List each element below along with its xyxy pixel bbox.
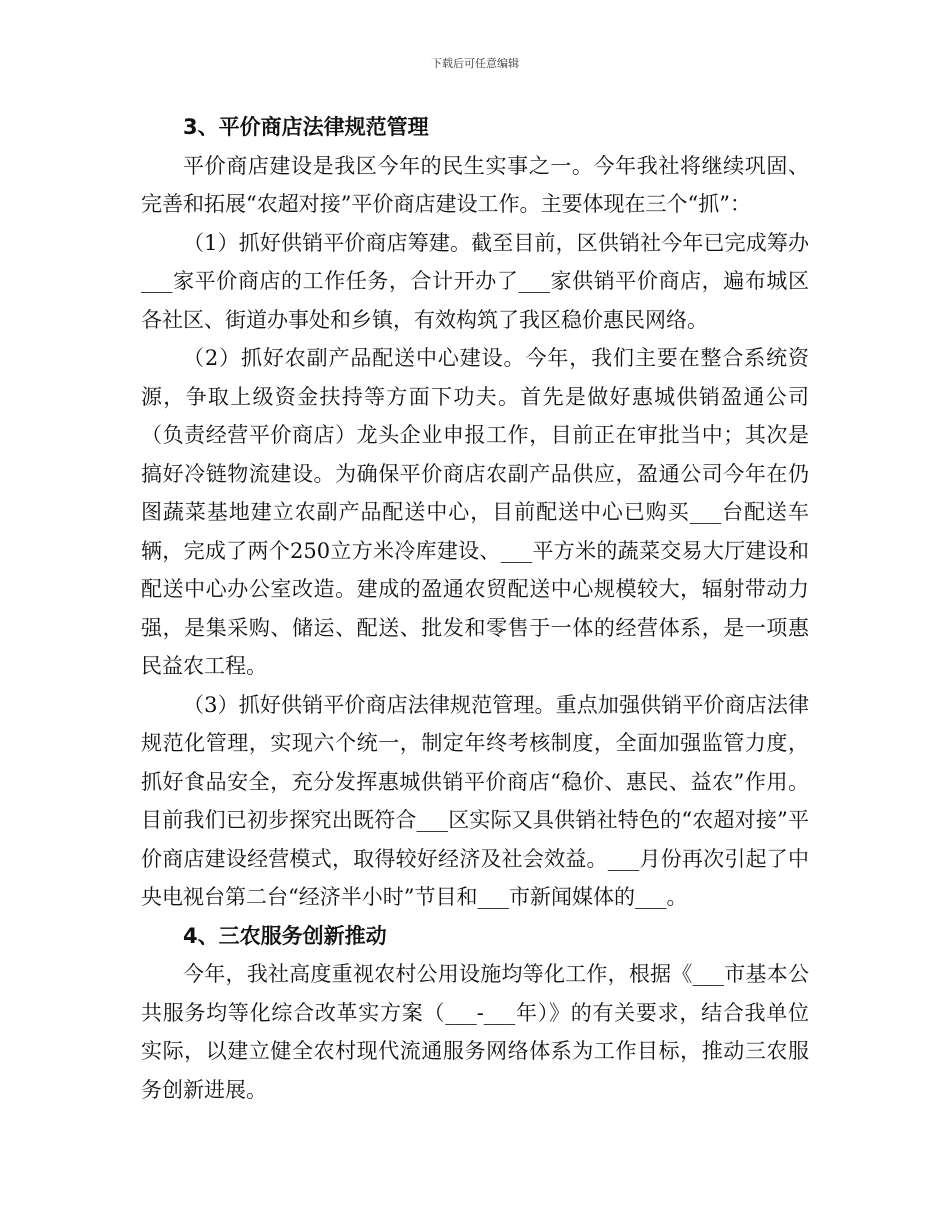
section-heading: 3、平价商店法律规范管理 [183,115,429,139]
paragraph: （2）抓好农副产品配送中心建设。今年，我们主要在整合系统资源，争取上级资金扶持等方面下功夫。首先是做好惠城供销盈通公司（负责经营平价商店）龙头企业申报工作，目前正在审批当中；其次是搞好冷链物流建设。为确保平价商店农副产品供应，盈通公司今年在仍图蔬菜基地建立农副产品配送中心，目前配送中心已购买___台配送车辆，完成了两个250立方米冷库建设、___平方米的蔬菜交易大厅建设和配送中心办公室改造。建成的盈通农贸配送中心规模较大，辐射带动力强，是集采购、储运、配送、批发和零售于一体的经营体系，是一项惠民益农工程。 [141,346,809,678]
paragraph: （1）抓好供销平价商店筹建。截至目前，区供销社今年已完成筹办___家平价商店的工作任务，合计开办了___家供销平价商店，遍布城区各社区、街道办事处和乡镇，有效构筑了我区稳价惠民网络。 [141,230,809,332]
paragraph: （3）抓好供销平价商店法律规范管理。重点加强供销平价商店法律规范化管理，实现六个统一，制定年终考核制度，全面加强监管力度，抓好食品安全，充分发挥惠城供销平价商店“稳价、惠民、益农”作用。目前我们已初步探究出既符合___区实际又具供销社特色的“农超对接”平价商店建设经营模式，取得较好经济及社会效益。___月份再次引起了中央电视台第二台“经济半小时”节目和___市新闻媒体的___。 [141,692,809,909]
paragraph: 今年，我社高度重视农村公用设施均等化工作，根据《___市基本公共服务均等化综合改革实方案（___-___年）》的有关要求，结合我单位实际，以建立健全农村现代流通服务网络体系为工作目标，推动三农服务创新进展。 [141,962,809,1102]
paragraph: 平价商店建设是我区今年的民生实事之一。今年我社将继续巩固、完善和拓展“农超对接”平价商店建设工作。主要体现在三个“抓”： [141,153,809,216]
document-body [141,108,809,1109]
section-heading: 4、三农服务创新推动 [183,923,387,948]
page-header-note: 下载后可任意编辑 [431,57,519,70]
